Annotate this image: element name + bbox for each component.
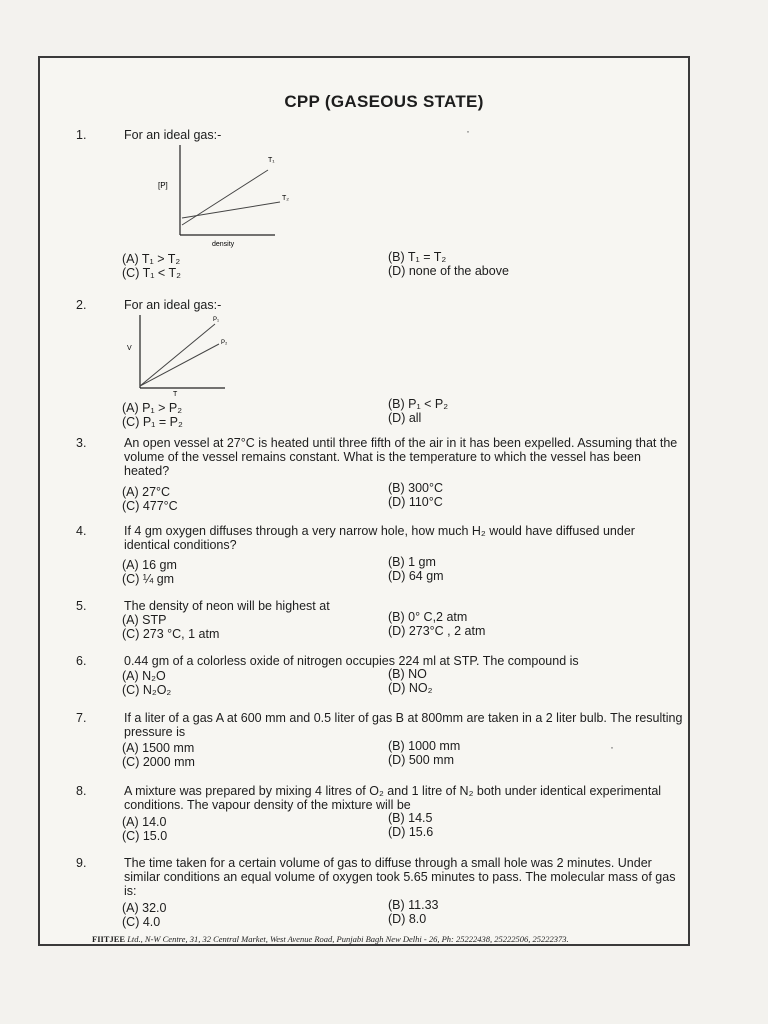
graph-line-label-t1: T₁ xyxy=(268,157,275,164)
question-text: If a liter of a gas A at 600 mm and 0.5 liter of gas B at 800mm are taken in a 2 liter bulb. The resulting pressure is xyxy=(124,711,683,739)
option-d: (D) none of the above xyxy=(388,264,509,278)
question-number: 1. xyxy=(76,128,87,142)
option-d: (D) 500 mm xyxy=(388,753,454,767)
graph-y-label: [P] xyxy=(158,181,168,190)
graph-line-p1 xyxy=(140,324,215,386)
footer-brand: FIITJEE xyxy=(92,934,126,944)
option-d: (D) 64 gm xyxy=(388,569,444,583)
option-b: (B) 0° C,2 atm xyxy=(388,610,468,624)
question-text: An open vessel at 27°C is heated until three fifth of the air in it has been expelled. Assuming that the volume of the vessel remains constant. What is the temperature to which the vessel has been heated? xyxy=(124,436,678,478)
footer-address-line xyxy=(92,934,569,944)
option-c: (C) T₁ < T₂ xyxy=(122,266,181,280)
option-b: (B) 300°C xyxy=(388,481,444,495)
question-number: 6. xyxy=(76,654,87,668)
option-d: (D) 110°C xyxy=(388,495,443,509)
question-number: 7. xyxy=(76,711,87,725)
graph-x-label: T xyxy=(173,391,178,398)
option-a: (A) P₁ > P₂ xyxy=(122,401,183,415)
option-d: (D) 8.0 xyxy=(388,912,427,926)
option-c: (C) 477°C xyxy=(122,499,178,513)
graph-p-vs-density xyxy=(150,140,290,250)
option-b: (B) 1 gm xyxy=(388,555,436,569)
option-c: (C) N₂O₂ xyxy=(122,683,172,697)
question-number: 9. xyxy=(76,856,87,870)
option-b: (B) 11.33 xyxy=(388,898,439,912)
question-text: The density of neon will be highest at xyxy=(124,599,330,613)
question-number: 2. xyxy=(76,298,87,312)
option-a: (A) STP xyxy=(122,613,167,627)
question-text: 0.44 gm of a colorless oxide of nitrogen occupies 224 ml at STP. The compound is xyxy=(124,654,579,668)
option-a: (A) 1500 mm xyxy=(122,741,195,755)
option-d: (D) 15.6 xyxy=(388,825,434,839)
graph-v-vs-t xyxy=(115,310,235,400)
option-a: (A) T₁ > T₂ xyxy=(122,252,181,266)
option-b: (B) P₁ < P₂ xyxy=(388,397,449,411)
option-c: (C) 15.0 xyxy=(122,829,168,843)
question-number: 3. xyxy=(76,436,87,450)
graph-line-label-p1: P₁ xyxy=(213,317,220,323)
option-b: (B) NO xyxy=(388,667,427,681)
stray-dot-mark: · xyxy=(466,124,470,138)
graph-line-label-t2: T₂ xyxy=(282,195,289,202)
question-text: The time taken for a certain volume of gas to diffuse through a small hole was 2 minutes. Under similar conditions an equal volume of oxygen took 5.65 minutes to pass. The molecular mass of gas is: xyxy=(124,856,676,898)
option-a: (A) 14.0 xyxy=(122,815,167,829)
option-a: (A) N₂O xyxy=(122,669,166,683)
option-c: (C) P₁ = P₂ xyxy=(122,415,183,429)
question-number: 5. xyxy=(76,599,87,613)
option-d: (D) NO₂ xyxy=(388,681,433,695)
question-number: 4. xyxy=(76,524,87,538)
option-c: (C) 4.0 xyxy=(122,915,161,929)
question-number: 8. xyxy=(76,784,87,798)
option-d: (D) all xyxy=(388,411,422,425)
graph-line-label-p2: P₂ xyxy=(221,340,228,346)
question-text: For an ideal gas:- xyxy=(124,298,222,312)
footer-address: Ltd., N-W Centre, 31, 32 Central Market, West Avenue Road, Punjabi Bagh New Delhi - 26, Ph: 25222438, 25222506, 25222373. xyxy=(127,934,569,944)
option-d: (D) 273°C , 2 atm xyxy=(388,624,486,638)
option-a: (A) 16 gm xyxy=(122,558,177,572)
option-b: (B) 14.5 xyxy=(388,811,433,825)
question-text: For an ideal gas:- xyxy=(124,128,222,142)
graph-line-t1 xyxy=(182,170,268,225)
page-title: CPP (GASEOUS STATE) xyxy=(284,92,484,111)
option-b: (B) T₁ = T₂ xyxy=(388,250,447,264)
question-text: A mixture was prepared by mixing 4 litres of O₂ and 1 litre of N₂ both under identical experimental conditions. The vapour density of the mixture will be xyxy=(124,784,662,812)
question-text: If 4 gm oxygen diffuses through a very narrow hole, how much H₂ would have diffused under identical conditions? xyxy=(124,524,635,552)
option-c: (C) 273 °C, 1 atm xyxy=(122,627,220,641)
graph-line-p2 xyxy=(140,344,219,386)
option-c: (C) ¼ gm xyxy=(122,572,175,586)
graph-line-t2 xyxy=(182,202,280,218)
graph-y-label: V xyxy=(127,345,132,352)
graph-x-label: density xyxy=(212,241,235,248)
option-b: (B) 1000 mm xyxy=(388,739,461,753)
stray-dot-mark: · xyxy=(610,740,614,754)
option-a: (A) 27°C xyxy=(122,485,171,499)
option-a: (A) 32.0 xyxy=(122,901,167,915)
option-c: (C) 2000 mm xyxy=(122,755,195,769)
